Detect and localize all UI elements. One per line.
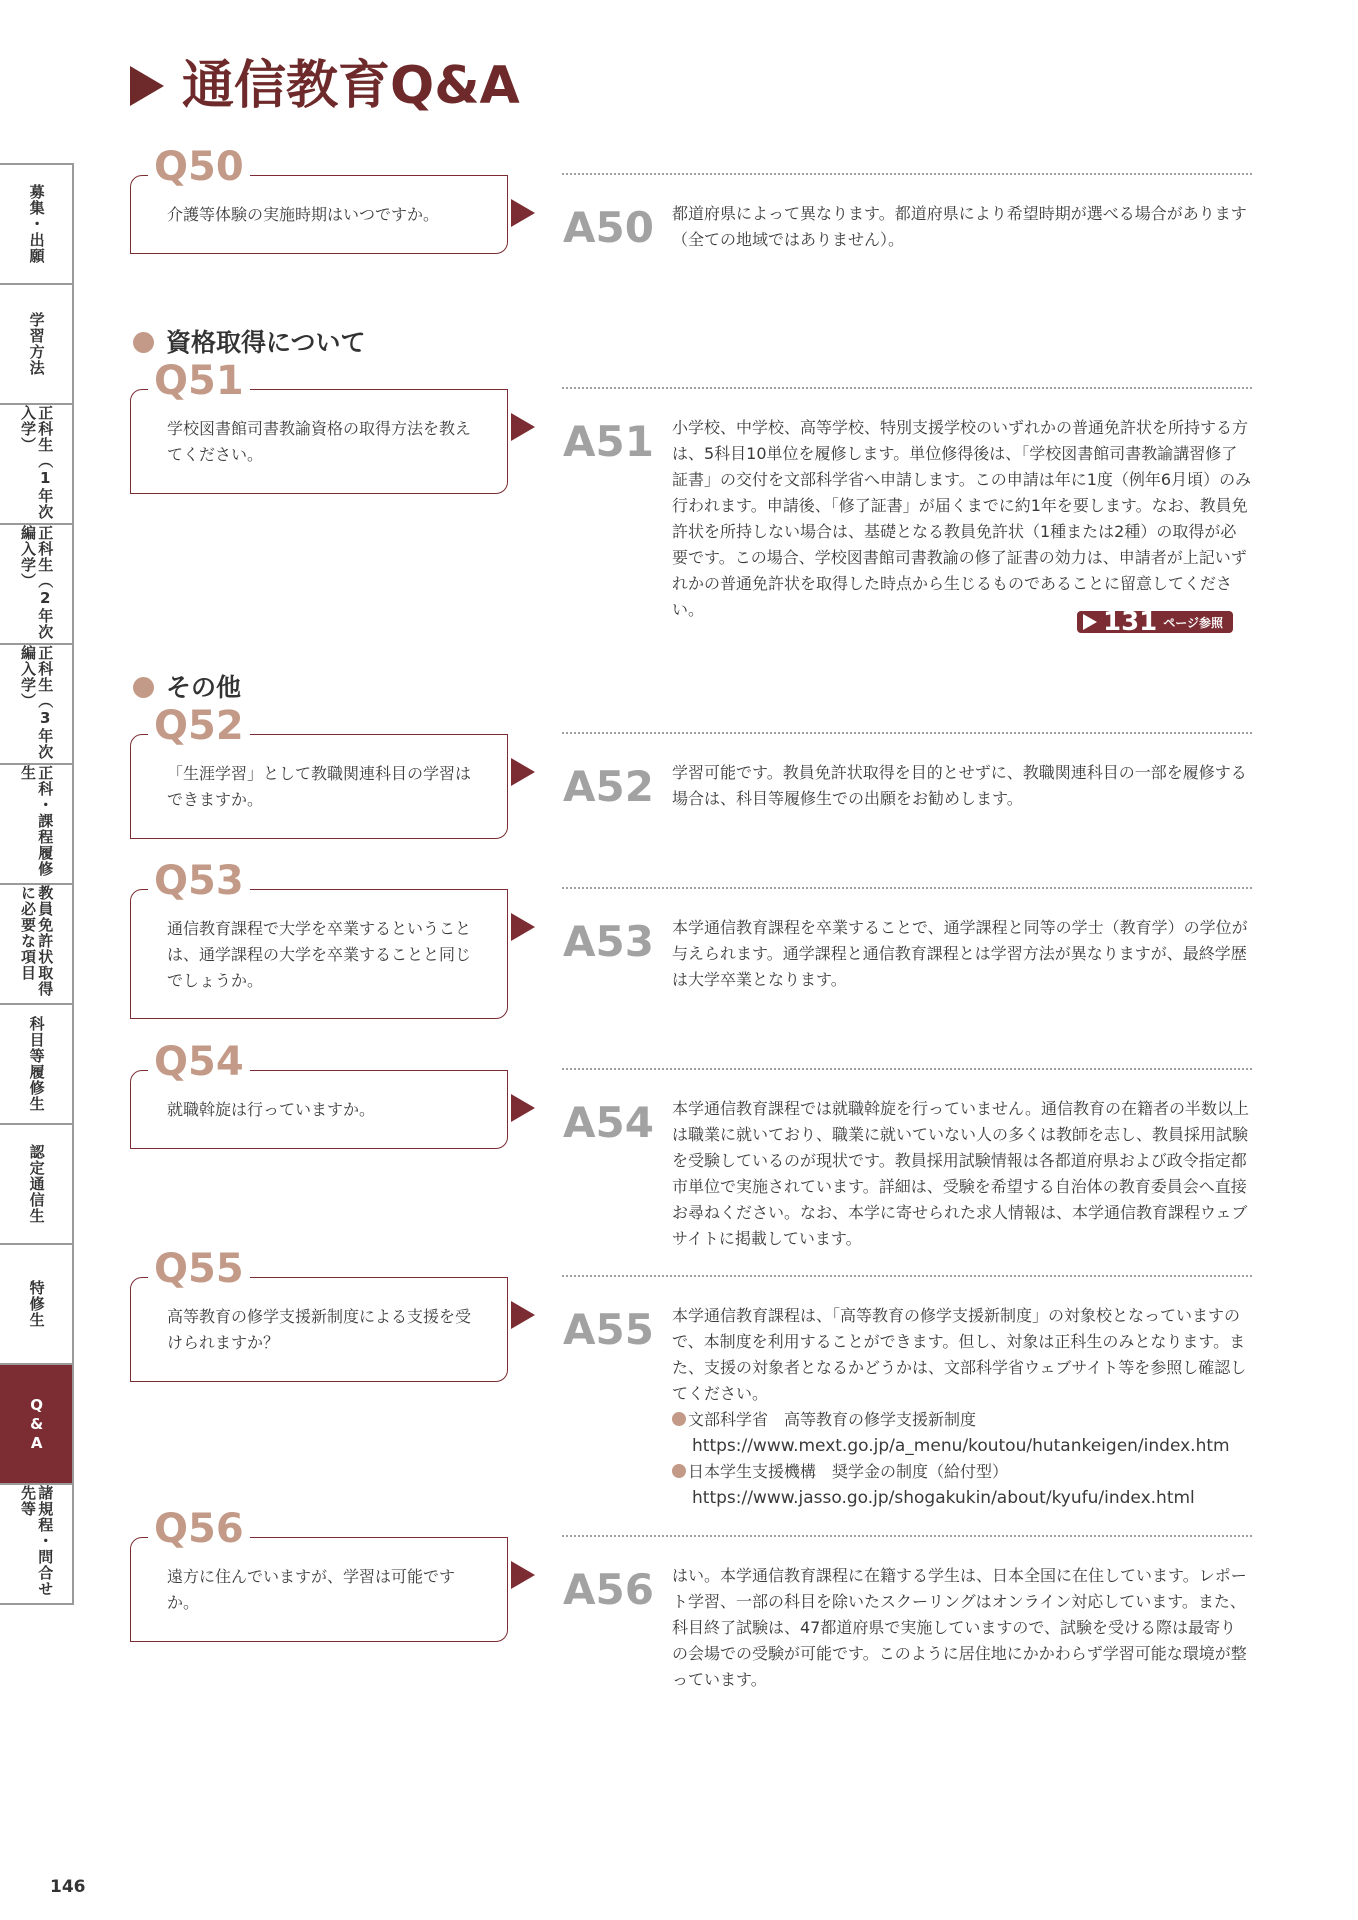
answer-paragraph: 本学通信教育課程では就職斡旋を行っていません。通信教育の在籍者の半数以上は職業に就いており、職業に就いていない人の多くは教師を志し、教員採用試験を受験しているのが現状です。教員採用試験情報は各都道府県および政令指定都市単位で実施されています。詳細は、受験を希望する自治体の教育委員会へ直接お尋ねください。なお、本学に寄せられた求人情報は、本学通信教育課程ウェブサイトに掲載しています。: [672, 1099, 1249, 1248]
sidebar-tab-course-student[interactable]: [0, 765, 74, 885]
sidebar-tab-label: 募集・出願: [27, 184, 46, 264]
sidebar-tab-label: 科目等履修生: [27, 1016, 46, 1112]
question-label: Q52: [148, 706, 250, 746]
question-box: [130, 1277, 508, 1382]
answer-label: A56: [563, 1565, 654, 1614]
sidebar-tab-regulations[interactable]: [0, 1485, 74, 1605]
sidebar-tab-label: 学習方法: [27, 312, 46, 376]
question-label: Q50: [148, 147, 250, 187]
page-number: 146: [50, 1877, 86, 1897]
sidebar-tab-certified-student[interactable]: [0, 1125, 74, 1245]
arrow-right-icon: [511, 413, 535, 441]
answer-label: A53: [563, 917, 654, 966]
question-box: [130, 889, 508, 1019]
sidebar-tab-label: 教員免許状取得に必要な項目: [19, 885, 55, 997]
dotted-divider: [562, 1535, 1252, 1537]
answer-text: [672, 760, 1252, 812]
answer-text: [672, 915, 1252, 993]
answer-paragraph: 学習可能です。教員免許状取得を目的とせずに、教職関連科目の一部を履修する場合は、科目等履修生での出願をお勧めします。: [672, 763, 1247, 808]
section-heading-qualification: [133, 330, 366, 355]
sidebar-tab-special-student[interactable]: [0, 1245, 74, 1365]
bullet-dot-icon: [672, 1412, 686, 1426]
sidebar-tab-regular-2nd-year[interactable]: [0, 525, 74, 645]
sidebar-tab-teacher-license[interactable]: [0, 885, 74, 1005]
question-label: Q56: [148, 1509, 250, 1549]
question-label: Q53: [148, 861, 250, 901]
title-triangle-icon: [130, 66, 164, 106]
answer-label: A55: [563, 1305, 654, 1354]
sidebar-tab-label: 認定通信生: [27, 1144, 46, 1224]
sidebar-tab-label: Q&A: [27, 1395, 46, 1453]
sidebar-tab-label: 特修生: [27, 1280, 46, 1328]
page-ref-arrow-icon: [1083, 614, 1097, 630]
section-heading-text: 資格取得について: [166, 328, 366, 357]
question-box: [130, 1537, 508, 1642]
question-text: 通信教育課程で大学を卒業するということは、通学課程の大学を卒業することと同じでしょうか。: [167, 919, 472, 990]
answer-text: [672, 415, 1252, 623]
answer-text: [672, 201, 1252, 253]
question-label: Q55: [148, 1249, 250, 1289]
arrow-right-icon: [511, 1561, 535, 1589]
reference-link-label: 日本学生支援機構 奨学金の制度（給付型）: [688, 1462, 1009, 1481]
answer-paragraph: 小学校、中学校、高等学校、特別支援学校のいずれかの普通免許状を所持する方は、5科目10単位を履修します。単位修得後は、「学校図書館司書教諭講習修了証書」の交付を文部科学省へ申請します。この申請は年に1度（例年6月頃）のみ行われます。申請後、「修了証書」が届くまでに約1年を要します。なお、教員免許状を所持しない場合は、基礎となる教員免許状（1種または2種）の取得が必要です。この場合、学校図書館司書教諭の修了証書の効力は、申請者が上記いずれかの普通免許状を取得した時点から生じるものであることに留意してください。: [672, 418, 1252, 619]
reference-link-label: 文部科学省 高等教育の修学支援新制度: [688, 1410, 977, 1429]
section-heading-text: その他: [166, 673, 242, 702]
page-title: [130, 56, 520, 116]
sidebar-tab-qa[interactable]: [0, 1365, 74, 1485]
sidebar-tab-label: 正科生（1年次入学）: [19, 405, 55, 520]
page-ref-number: 131: [1103, 607, 1158, 637]
answer-label: A54: [563, 1098, 654, 1147]
answer-label: A50: [563, 203, 654, 252]
arrow-right-icon: [511, 199, 535, 227]
question-text: 高等教育の修学支援新制度による支援を受けられますか？: [167, 1307, 472, 1352]
sidebar-tab-application[interactable]: [0, 165, 74, 285]
answer-paragraph: はい。本学通信教育課程に在籍する学生は、日本全国に在住しています。レポート学習、一部の科目を除いたスクーリングはオンライン対応しています。また、科目終了試験は、47都道府県で実施していますので、試験を受ける際は最寄りの会場での受験が可能です。このように居住地にかかわらず学習可能な環境が整っています。: [672, 1566, 1247, 1689]
sidebar-tab-label: 諸規程・問合せ先等: [19, 1485, 55, 1597]
answer-text: [672, 1303, 1252, 1511]
dotted-divider: [562, 732, 1252, 734]
arrow-right-icon: [511, 758, 535, 786]
answer-paragraph: 都道府県によって異なります。都道府県により希望時期が選べる場合があります（全ての地域ではありません）。: [672, 204, 1247, 249]
question-label: Q54: [148, 1042, 250, 1082]
arrow-right-icon: [511, 1301, 535, 1329]
sidebar-nav: [0, 163, 74, 1605]
reference-link-item: [672, 1459, 1252, 1485]
sidebar-tab-label: 正科・課程履修生: [19, 765, 55, 877]
question-text: 介護等体験の実施時期はいつですか。: [167, 205, 440, 224]
page-ref-text: ページ参照: [1163, 615, 1224, 630]
dotted-divider: [562, 173, 1252, 175]
question-label: Q51: [148, 361, 250, 401]
answer-text: [672, 1096, 1252, 1252]
question-box: [130, 389, 508, 494]
bullet-dot-icon: [672, 1464, 686, 1478]
section-heading-other: [133, 675, 241, 700]
sidebar-tab-regular-3rd-year[interactable]: [0, 645, 74, 765]
sidebar-tab-study-method[interactable]: [0, 285, 74, 405]
arrow-right-icon: [511, 1094, 535, 1122]
bullet-dot-icon: [133, 677, 154, 698]
sidebar-tab-credit-student[interactable]: [0, 1005, 74, 1125]
bullet-dot-icon: [133, 332, 154, 353]
question-text: 遠方に住んでいますが、学習は可能ですか。: [167, 1567, 456, 1612]
answer-label: A52: [563, 762, 654, 811]
dotted-divider: [562, 387, 1252, 389]
dotted-divider: [562, 1275, 1252, 1277]
question-text: 「生涯学習」として教職関連科目の学習はできますか。: [167, 764, 472, 809]
answer-text: [672, 1563, 1252, 1693]
reference-url-link[interactable]: https://www.mext.go.jp/a_menu/koutou/hutankeigen/index.htm: [692, 1436, 1230, 1456]
sidebar-tab-regular-1st-year[interactable]: [0, 405, 74, 525]
answer-label: A51: [563, 417, 654, 466]
sidebar-tab-label: 正科生（3年次編入学）: [19, 645, 55, 760]
question-box: [130, 734, 508, 839]
answer-paragraph: 本学通信教育課程は、「高等教育の修学支援新制度」の対象校となっていますので、本制度を利用することができます。但し、対象は正科生のみとなります。また、支援の対象者となるかどうかは、文部科学省ウェブサイト等を参照し確認してください。: [672, 1306, 1247, 1403]
question-text: 学校図書館司書教諭資格の取得方法を教えてください。: [167, 419, 472, 464]
page-reference-badge[interactable]: [1077, 607, 1233, 637]
question-text: 就職斡旋は行っていますか。: [167, 1100, 376, 1119]
dotted-divider: [562, 1068, 1252, 1070]
answer-paragraph: 本学通信教育課程を卒業することで、通学課程と同等の学士（教育学）の学位が与えられます。通学課程と通信教育課程とは学習方法が異なりますが、最終学歴は大学卒業となります。: [672, 918, 1248, 989]
reference-url-link[interactable]: https://www.jasso.go.jp/shogakukin/about/kyufu/index.html: [692, 1488, 1195, 1508]
arrow-right-icon: [511, 913, 535, 941]
dotted-divider: [562, 887, 1252, 889]
sidebar-tab-label: 正科生（2年次編入学）: [19, 525, 55, 640]
page-title-text: 通信教育Q&A: [182, 56, 520, 116]
reference-link-item: [672, 1407, 1252, 1433]
